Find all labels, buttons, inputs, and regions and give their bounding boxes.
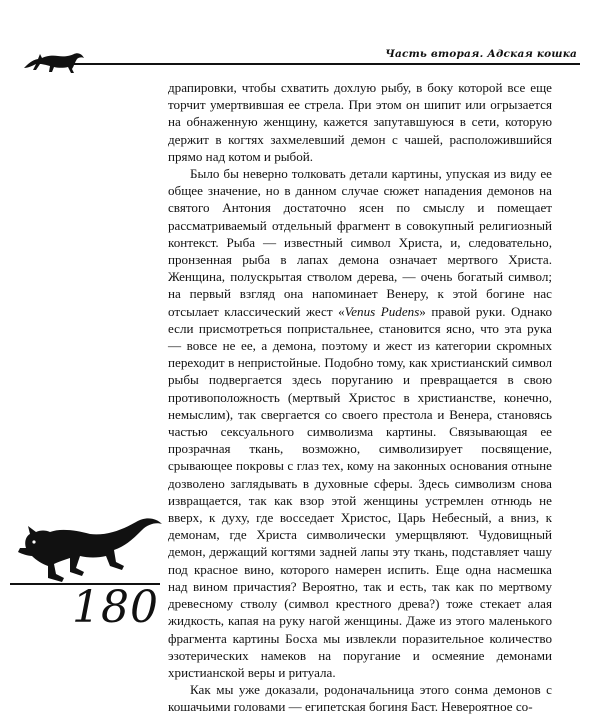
cat-silhouette-icon <box>22 42 86 76</box>
running-header <box>0 32 609 82</box>
paragraph-text: » правой руки. Однако если присмотреться попристальнее, становится ясно, что эта рука — вовсе не ее, а демона, поэтому и жест из категории скромных переходит в непристойные. Подобно тому, как христианский символ рыбы подвергается здесь поруганию и превращается в свою противоположность (мертвый Христос в христианстве, конечно, немыслим), так свергается со своего престола и Венера, становясь частью сексуального символизма картины. Связывающая ее прозрачная ткань, возможно, символизирует посвящение, срывающее покровы с глаз тех, кому на законных основания отныне дозволено заглядывать в духовные сферы. Здесь символизм снова извращается, так как взор этой женщины устремлен отнюдь не вверх, к духу, где восседает Христос, Царь Небесный, а вниз, к демонам, где Христа символически умерщвляют. Чудовищный демон, держащий когтями задней лапы эту ткань, подставляет чашу под красное вино, которого намерен испить. Еще одна насмешка над вином причастия? Вероятно, так и есть, так как по мертвому древесному стволу (символ крестного древа?) тоже стекает алая жидкость, капая на руку нагой женщины. Даже из этого маленького фрагмента картины Босха мы извлекли поразительное количество эзотерических намеков на поругание и осмеяние демонами христианской веры и ритуала. <box>168 303 553 680</box>
paragraph <box>168 165 552 681</box>
page-number: 180 <box>72 582 159 633</box>
body-text <box>168 79 552 716</box>
paragraph-text: драпировки, чтобы схватить дохлую рыбу, в боку которой все еще торчит умертвившая ее стрела. При этом он шипит или огрызается на обнаженную женщину, кажется запутавшуюся в сети, которую держит в когтях захмелевший демон с чашей, расположившийся прямо над котом и рыбой. <box>168 80 552 164</box>
paragraph-text: Было бы неверно толковать детали картины, упуская из виду ее общее значение, но в данном случае сюжет нападения демонов на святого Антония достаточно ясен по смыслу и помещает рассматриваемый отдельный фрагмент в совокупный религиозный контекст. Рыба — известный символ Христа, и, следовательно, пронзенная рыба в лапах демона означает мертвого Христа. Женщина, полускрытая стволом дерева, — очень богатый символ; на первый взгляд она напоминает Венеру, к этой богине нас отсылает классический жест « <box>168 166 552 319</box>
paragraph <box>168 681 552 715</box>
header-rule <box>74 63 580 65</box>
running-title: Часть вторая. Адская кошка <box>385 48 577 60</box>
paragraph-text: Как мы уже доказали, родоначальница этого сонма демонов с кошачьими головами — египетская богиня Баст. Невероятное со- <box>168 682 552 715</box>
latin-term: Venus Pudens <box>344 303 420 319</box>
black-cat-silhouette-icon <box>6 504 166 590</box>
paragraph <box>168 79 552 165</box>
